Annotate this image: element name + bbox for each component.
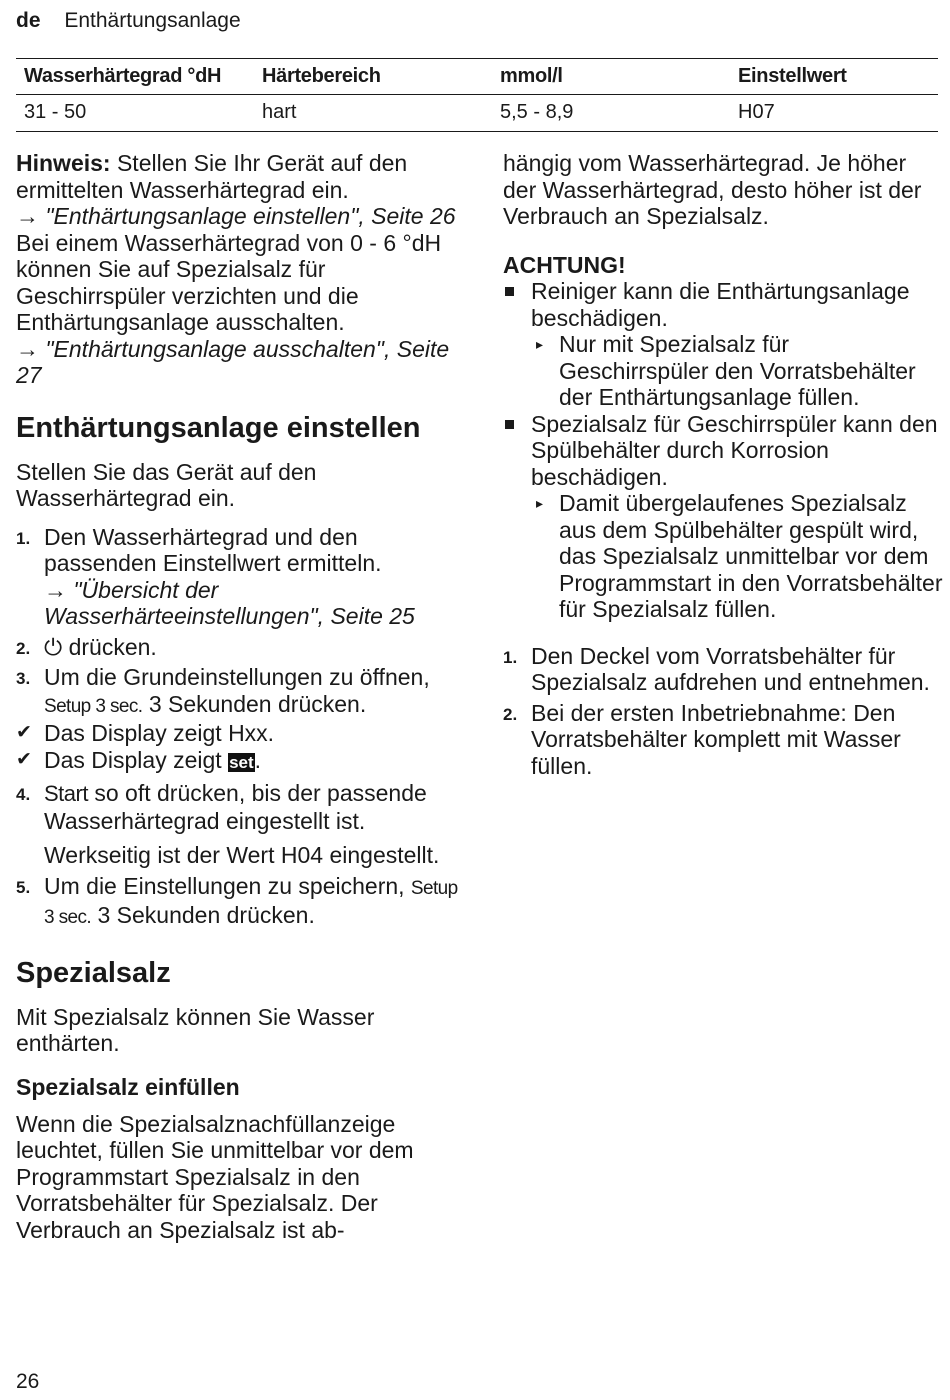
column-header: Härtebereich (254, 59, 492, 95)
set-display-symbol: set (229, 752, 254, 772)
arrow-right-icon: → (16, 203, 39, 229)
xref-text: "Übersicht der Wasserhärteeinstellungen", Seite 25 (44, 576, 415, 629)
checkmark-icon: ✔ (16, 722, 32, 743)
triangle-bullet-icon: ▸ (536, 336, 544, 352)
steps-list (503, 643, 943, 780)
warning-text: Spezialsalz für Geschirrspüler kann den Spülbehälter durch Korrosion beschädigen. (531, 410, 938, 490)
setup-button-label: Setup 3 sec. (44, 695, 143, 717)
cross-reference-link[interactable] (16, 336, 461, 389)
language-code: de (16, 9, 41, 32)
list-item (16, 524, 461, 630)
step-text: Bei der ersten Inbetriebnahme: Den Vorratsbehälter komplett mit Wasser füllen. (531, 699, 901, 779)
list-item (16, 780, 461, 869)
list-item (16, 873, 461, 932)
power-icon: ⏻ (44, 633, 63, 660)
table-cell: H07 (730, 95, 938, 132)
warning-action (531, 490, 943, 623)
list-item (16, 634, 461, 661)
square-bullet-icon (505, 287, 514, 296)
list-item (503, 700, 943, 780)
column-header: mmol/l (492, 59, 730, 95)
arrow-right-icon: → (44, 576, 67, 603)
column-header: Einstellwert (730, 59, 938, 95)
cross-reference-link[interactable] (16, 203, 461, 230)
result-line (16, 747, 461, 777)
triangle-bullet-icon: ▸ (536, 495, 544, 511)
warning-text: Reiniger kann die Enthärtungsanlage beschädigen. (531, 278, 910, 331)
step-text: Um die Einstellungen zu speichern, (44, 872, 411, 899)
square-bullet-icon (505, 420, 514, 429)
right-column (503, 150, 943, 779)
table-header-row (16, 59, 938, 95)
step-note: Werkseitig ist der Wert H04 eingestellt. (44, 842, 440, 868)
result-text: . (254, 746, 262, 773)
table-cell: 31 - 50 (16, 95, 254, 132)
page-number: 26 (16, 1370, 40, 1393)
step-text: 3 Sekunden drücken. (142, 690, 367, 717)
heading-spezialsalz-einfuellen: Spezialsalz einfüllen (16, 1073, 240, 1100)
xref-text: "Enthärtungsanlage ausschalten", Seite 27 (16, 335, 450, 388)
note-text-2: Bei einem Wasserhärtegrad von 0 - 6 °dH können Sie auf Spezialsalz für Geschirrspüler verzichten und die Enthärtungsanlage ausschalten. (16, 229, 442, 335)
column-header: Wasserhärtegrad °dH (16, 59, 254, 95)
intro-text: Stellen Sie das Gerät auf den Wasserhärtegrad ein. (16, 458, 317, 511)
step-text: drücken. (62, 633, 157, 660)
warning-list (503, 278, 943, 623)
start-button-label: Start (44, 781, 88, 806)
section-title: Enthärtungsanlage (64, 9, 241, 32)
warning-title: ACHTUNG! (503, 251, 626, 278)
list-item (16, 664, 461, 720)
heading-enthaertungsanlage-einstellen: Enthärtungsanlage einstellen (16, 411, 421, 444)
steps-list (16, 524, 461, 721)
heading-spezialsalz: Spezialsalz (16, 956, 171, 989)
result-text: Das Display zeigt (44, 746, 229, 773)
page-header (16, 9, 241, 33)
step-number: 1. (16, 528, 31, 548)
step-number: 3. (16, 669, 31, 688)
table-cell: hart (254, 95, 492, 132)
left-column (16, 150, 461, 1243)
step-text: Den Deckel vom Vorratsbehälter für Spezialsalz aufdrehen und entnehmen. (531, 642, 930, 695)
list-item (503, 278, 943, 411)
step-number: 5. (16, 877, 31, 897)
note-paragraph (16, 150, 461, 203)
result-line (16, 720, 461, 747)
step-number: 1. (503, 647, 518, 667)
list-item (503, 411, 943, 623)
arrow-right-icon: → (16, 335, 39, 362)
continued-text: hängig vom Wasserhärtegrad. Je höher der Wasserhärtegrad, desto höher ist der Verbrauch an Spezialsalz. (503, 150, 922, 229)
step-text: so oft drücken, bis der passende Wasserhärtegrad eingestellt ist. (44, 780, 427, 834)
setup-button-label: Setup 3 sec. (44, 877, 458, 928)
water-hardness-table (16, 58, 938, 132)
step-text: 3 Sekunden drücken. (91, 902, 315, 928)
xref-text: "Enthärtungsanlage einstellen", Seite 26 (39, 203, 456, 229)
warning-action (531, 331, 943, 411)
step-text: Um die Grundeinstellungen zu öffnen, (44, 664, 430, 690)
result-text: Das Display zeigt Hxx. (44, 720, 275, 746)
step-number: 4. (16, 785, 31, 804)
checkmark-icon: ✔ (16, 748, 32, 770)
salz-intro-text: Mit Spezialsalz können Sie Wasser enthärten. (16, 1003, 375, 1056)
action-text: Nur mit Spezialsalz für Geschirrspüler den Vorratsbehälter der Enthärtungsanlage füllen. (559, 331, 916, 410)
steps-list (16, 780, 461, 932)
note-text: Stellen Sie Ihr Gerät auf den ermittelten Wasserhärtegrad ein. (16, 150, 408, 203)
cross-reference-link[interactable] (44, 577, 461, 630)
step-number: 2. (16, 638, 31, 658)
action-text: Damit übergelaufenes Spezialsalz aus dem Spülbehälter gespült wird, das Spezialsalz unmittelbar vor dem Programmstart in den Vorratsbehälter für Spezialsalz füllen. (559, 490, 943, 622)
note-label: Hinweis: (16, 150, 111, 176)
step-number: 2. (503, 704, 518, 724)
table-row (16, 95, 938, 132)
einfuellen-text: Wenn die Spezialsalznachfüllanzeige leuchtet, füllen Sie unmittelbar vor dem Programmstart Spezialsalz in den Vorratsbehälter für Spezialsalz. Der Verbrauch an Spezialsalz ist ab- (16, 1110, 414, 1243)
list-item (503, 643, 943, 696)
table-cell: 5,5 - 8,9 (492, 95, 730, 132)
step-text: Den Wasserhärtegrad und den passenden Einstellwert ermitteln. (44, 523, 382, 576)
